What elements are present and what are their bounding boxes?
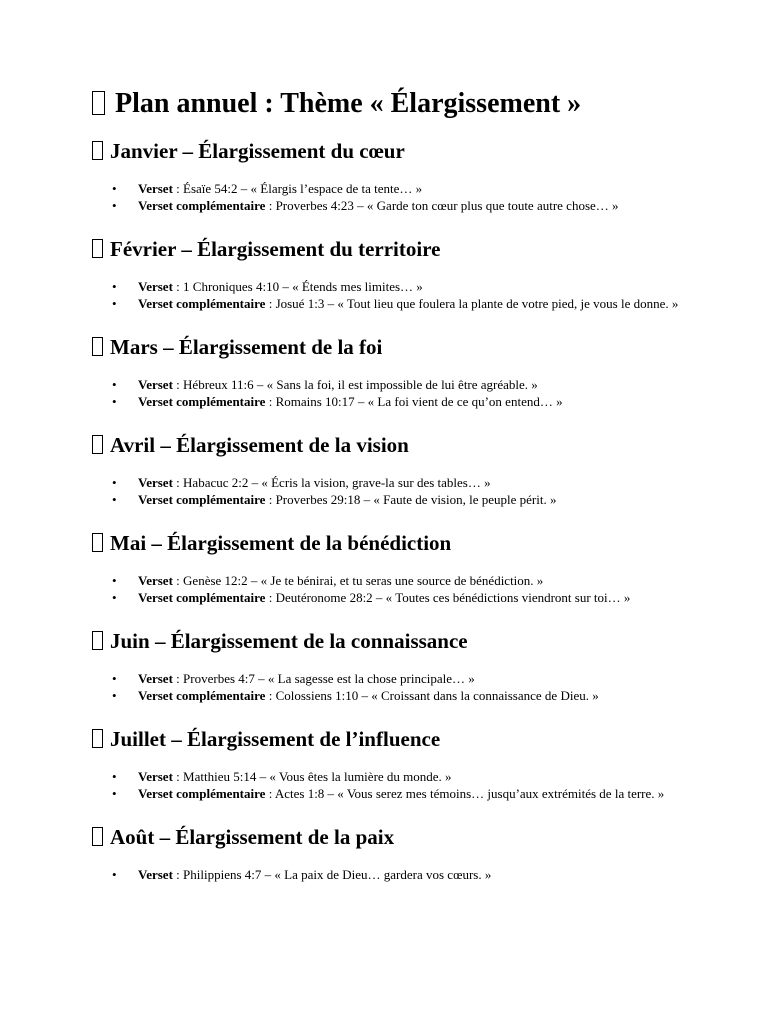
month-heading-text: Juin – Élargissement de la connaissance <box>110 629 468 653</box>
month-heading-text: Août – Élargissement de la paix <box>110 825 395 849</box>
month-heading <box>92 234 688 264</box>
label-separator: : <box>172 475 184 490</box>
complementary-verse-item-text: Colossiens 1:10 – « Croissant dans la connaissance de Dieu. » <box>275 688 599 703</box>
month-section <box>92 430 688 508</box>
complementary-verse-item-label: Verset complémentaire <box>138 590 266 605</box>
month-heading <box>92 626 688 656</box>
label-separator: : <box>265 198 276 213</box>
verse-item-text: Matthieu 5:14 – « Vous êtes la lumière du monde. » <box>183 769 452 784</box>
verse-list <box>92 670 688 704</box>
month-heading <box>92 430 688 460</box>
label-separator: : <box>172 769 184 784</box>
verse-item-text: Philippiens 4:7 – « La paix de Dieu… gardera vos cœurs. » <box>183 867 492 882</box>
verse-item <box>138 180 688 197</box>
verse-item-text: Habacuc 2:2 – « Écris la vision, grave-la sur des tables… » <box>183 475 491 490</box>
label-separator: : <box>172 867 184 882</box>
complementary-verse-item-label: Verset complémentaire <box>138 198 266 213</box>
month-heading-text: Mai – Élargissement de la bénédiction <box>110 531 452 555</box>
label-separator: : <box>172 279 184 294</box>
verse-list <box>92 866 688 883</box>
page-title-text: Plan annuel : Thème « Élargissement » <box>115 88 582 119</box>
complementary-verse-item <box>138 785 688 802</box>
verse-item-text: Genèse 12:2 – « Je te bénirai, et tu seras une source de bénédiction. » <box>183 573 544 588</box>
verse-item-text: Ésaïe 54:2 – « Élargis l’espace de ta tente… » <box>183 181 423 196</box>
verse-item <box>138 768 688 785</box>
month-heading-text: Juillet – Élargissement de l’influence <box>110 727 441 751</box>
month-heading-text: Mars – Élargissement de la foi <box>110 335 383 359</box>
month-heading <box>92 724 688 754</box>
complementary-verse-item-text: Josué 1:3 – « Tout lieu que foulera la plante de votre pied, je vous le donne. » <box>275 296 679 311</box>
verse-item-label: Verset <box>138 181 173 196</box>
label-separator: : <box>265 492 276 507</box>
complementary-verse-item-label: Verset complémentaire <box>138 786 266 801</box>
verse-item-text: Proverbes 4:7 – « La sagesse est la chose principale… » <box>183 671 475 686</box>
label-separator: : <box>172 671 184 686</box>
verse-item-label: Verset <box>138 573 173 588</box>
missing-glyph-icon <box>92 729 103 748</box>
verse-item-label: Verset <box>138 279 173 294</box>
label-separator: : <box>265 688 276 703</box>
month-section <box>92 626 688 704</box>
complementary-verse-item <box>138 491 688 508</box>
missing-glyph-icon <box>92 141 103 160</box>
missing-glyph-icon <box>92 91 105 115</box>
complementary-verse-item-text: Actes 1:8 – « Vous serez mes témoins… jusqu’aux extrémités de la terre. » <box>274 786 665 801</box>
complementary-verse-item-text: Proverbes 29:18 – « Faute de vision, le peuple périt. » <box>275 492 557 507</box>
complementary-verse-item-label: Verset complémentaire <box>138 492 266 507</box>
complementary-verse-item-text: Romains 10:17 – « La foi vient de ce qu’on entend… » <box>275 394 563 409</box>
missing-glyph-icon <box>92 337 103 356</box>
label-separator: : <box>265 394 276 409</box>
missing-glyph-icon <box>92 827 103 846</box>
verse-item-label: Verset <box>138 867 173 882</box>
complementary-verse-item <box>138 393 688 410</box>
complementary-verse-item <box>138 295 688 312</box>
month-heading <box>92 528 688 558</box>
label-separator: : <box>172 181 184 196</box>
verse-item-text: 1 Chroniques 4:10 – « Étends mes limites… » <box>183 279 423 294</box>
month-heading-text: Janvier – Élargissement du cœur <box>110 139 405 163</box>
missing-glyph-icon <box>92 533 103 552</box>
verse-list <box>92 474 688 508</box>
complementary-verse-item-label: Verset complémentaire <box>138 688 266 703</box>
verse-item <box>138 866 688 883</box>
month-section <box>92 234 688 312</box>
complementary-verse-item <box>138 589 688 606</box>
verse-list <box>92 278 688 312</box>
missing-glyph-icon <box>92 631 103 650</box>
complementary-verse-item <box>138 687 688 704</box>
month-section <box>92 724 688 802</box>
verse-item-text: Hébreux 11:6 – « Sans la foi, il est impossible de lui être agréable. » <box>183 377 538 392</box>
verse-item-label: Verset <box>138 377 173 392</box>
month-section <box>92 136 688 214</box>
verse-item <box>138 278 688 295</box>
complementary-verse-item-text: Proverbes 4:23 – « Garde ton cœur plus que toute autre chose… » <box>275 198 619 213</box>
missing-glyph-icon <box>92 239 103 258</box>
label-separator: : <box>265 786 275 801</box>
month-section <box>92 528 688 606</box>
complementary-verse-item-label: Verset complémentaire <box>138 394 266 409</box>
month-heading <box>92 332 688 362</box>
label-separator: : <box>172 377 184 392</box>
verse-item <box>138 376 688 393</box>
verse-list <box>92 180 688 214</box>
label-separator: : <box>265 590 276 605</box>
verse-item <box>138 670 688 687</box>
verse-item-label: Verset <box>138 769 173 784</box>
complementary-verse-item <box>138 197 688 214</box>
missing-glyph-icon <box>92 435 103 454</box>
label-separator: : <box>265 296 276 311</box>
complementary-verse-item-text: Deutéronome 28:2 – « Toutes ces bénédictions viendront sur toi… » <box>275 590 631 605</box>
month-heading-text: Avril – Élargissement de la vision <box>110 433 409 457</box>
verse-item <box>138 572 688 589</box>
month-heading-text: Février – Élargissement du territoire <box>110 237 441 261</box>
verse-item-label: Verset <box>138 671 173 686</box>
month-heading <box>92 136 688 166</box>
label-separator: : <box>172 573 184 588</box>
month-section <box>92 332 688 410</box>
page-title <box>92 84 688 124</box>
verse-list <box>92 376 688 410</box>
verse-item <box>138 474 688 491</box>
verse-item-label: Verset <box>138 475 173 490</box>
month-section <box>92 822 688 883</box>
complementary-verse-item-label: Verset complémentaire <box>138 296 266 311</box>
verse-list <box>92 572 688 606</box>
month-heading <box>92 822 688 852</box>
verse-list <box>92 768 688 802</box>
month-sections <box>92 136 688 883</box>
